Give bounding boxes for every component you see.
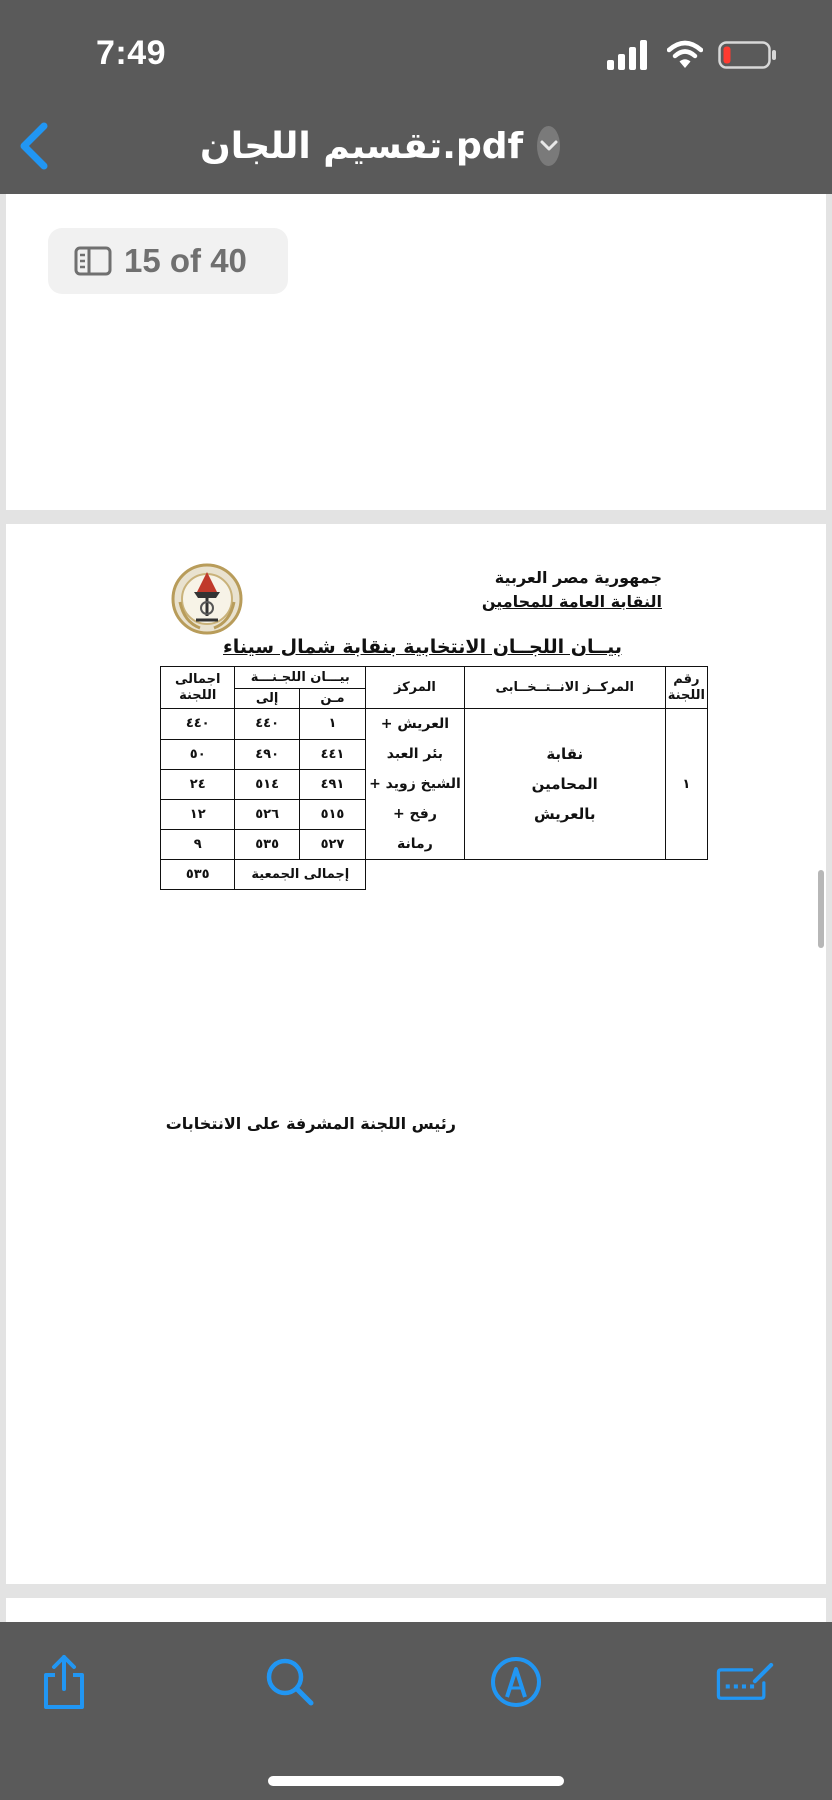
bar-association-emblem xyxy=(170,562,244,636)
header-line-2: النقابة العامة للمحامين xyxy=(481,592,662,611)
committee-number: ١ xyxy=(665,709,707,860)
header-center: المركز xyxy=(366,667,465,709)
table-row-grand-total xyxy=(161,860,708,890)
to-cell: ٤٩٠ xyxy=(235,739,299,769)
top-bar xyxy=(0,0,832,194)
from-cell: ٥٢٧ xyxy=(299,829,365,860)
header-line-1: جمهورية مصر العربية xyxy=(494,568,662,587)
search-icon xyxy=(263,1655,317,1709)
center-cell: رمانة xyxy=(366,829,465,860)
search-button[interactable] xyxy=(260,1652,320,1712)
electoral-center-cell xyxy=(464,709,665,860)
header-from: مـن xyxy=(299,689,365,709)
to-cell: ٥٢٦ xyxy=(235,799,299,829)
total-cell: ١٢ xyxy=(161,799,235,829)
share-icon xyxy=(38,1653,90,1711)
to-cell: ٥١٤ xyxy=(235,769,299,799)
wifi-icon xyxy=(667,40,703,70)
table-row xyxy=(161,709,708,740)
document-title: تقسيم اللجان.pdf xyxy=(200,125,524,167)
back-button[interactable] xyxy=(14,118,54,174)
grand-total-label: إجمالى الجمعية xyxy=(235,860,366,890)
bottom-toolbar xyxy=(0,1622,832,1800)
total-cell: ٢٤ xyxy=(161,769,235,799)
header-to: إلى xyxy=(235,689,299,709)
page-indicator[interactable] xyxy=(48,228,288,294)
signal-icon xyxy=(607,40,651,70)
current-page xyxy=(6,524,826,1584)
from-cell: ١ xyxy=(299,709,365,740)
electoral-center-line: المحامين xyxy=(531,775,598,793)
total-cell: ٩ xyxy=(161,829,235,860)
status-time: 7:49 xyxy=(96,34,167,72)
from-cell: ٤٤١ xyxy=(299,739,365,769)
scrollbar-thumb[interactable] xyxy=(818,870,824,948)
keyboard-signature-icon xyxy=(716,1657,776,1707)
document-heading: بيــان اللجــان الانتخابية بنقابة شمال سيناء xyxy=(223,636,622,658)
center-cell: رفح + xyxy=(366,799,465,829)
to-cell: ٥٣٥ xyxy=(235,829,299,860)
battery-icon xyxy=(718,41,778,69)
from-cell: ٤٩١ xyxy=(299,769,365,799)
sidebar-icon xyxy=(74,246,112,276)
header-electoral-center: المركــز الانــتــخــابى xyxy=(464,667,665,709)
signature-line: رئيس اللجنة المشرفة على الانتخابات xyxy=(165,1114,456,1133)
markup-icon xyxy=(489,1655,543,1709)
committees-table xyxy=(160,666,708,890)
chevron-down-icon[interactable] xyxy=(537,126,560,166)
signature-button[interactable] xyxy=(716,1652,776,1712)
markup-button[interactable] xyxy=(486,1652,546,1712)
share-button[interactable] xyxy=(34,1652,94,1712)
center-cell: بئر العبد xyxy=(366,739,465,769)
electoral-center-line: بالعريش xyxy=(533,805,596,823)
previous-page xyxy=(6,194,826,510)
grand-total-value: ٥٣٥ xyxy=(161,860,235,890)
center-cell: الشيخ زويد + xyxy=(366,769,465,799)
header-total: اجمالى اللجنة xyxy=(161,667,235,709)
document-title-menu[interactable] xyxy=(200,120,560,172)
pdf-viewer[interactable] xyxy=(0,194,832,1622)
to-cell: ٤٤٠ xyxy=(235,709,299,740)
electoral-center-line: نقابة xyxy=(546,745,584,763)
total-cell: ٥٠ xyxy=(161,739,235,769)
center-cell: العريش + xyxy=(366,709,465,740)
home-indicator[interactable] xyxy=(268,1776,564,1786)
header-committee-statement: بيـــان اللجـنـــة xyxy=(235,667,366,689)
total-cell: ٤٤٠ xyxy=(161,709,235,740)
document-content xyxy=(6,524,826,1584)
from-cell: ٥١٥ xyxy=(299,799,365,829)
header-committee-no: رقم اللجنة xyxy=(665,667,707,709)
page-indicator-text: 15 of 40 xyxy=(124,242,247,279)
